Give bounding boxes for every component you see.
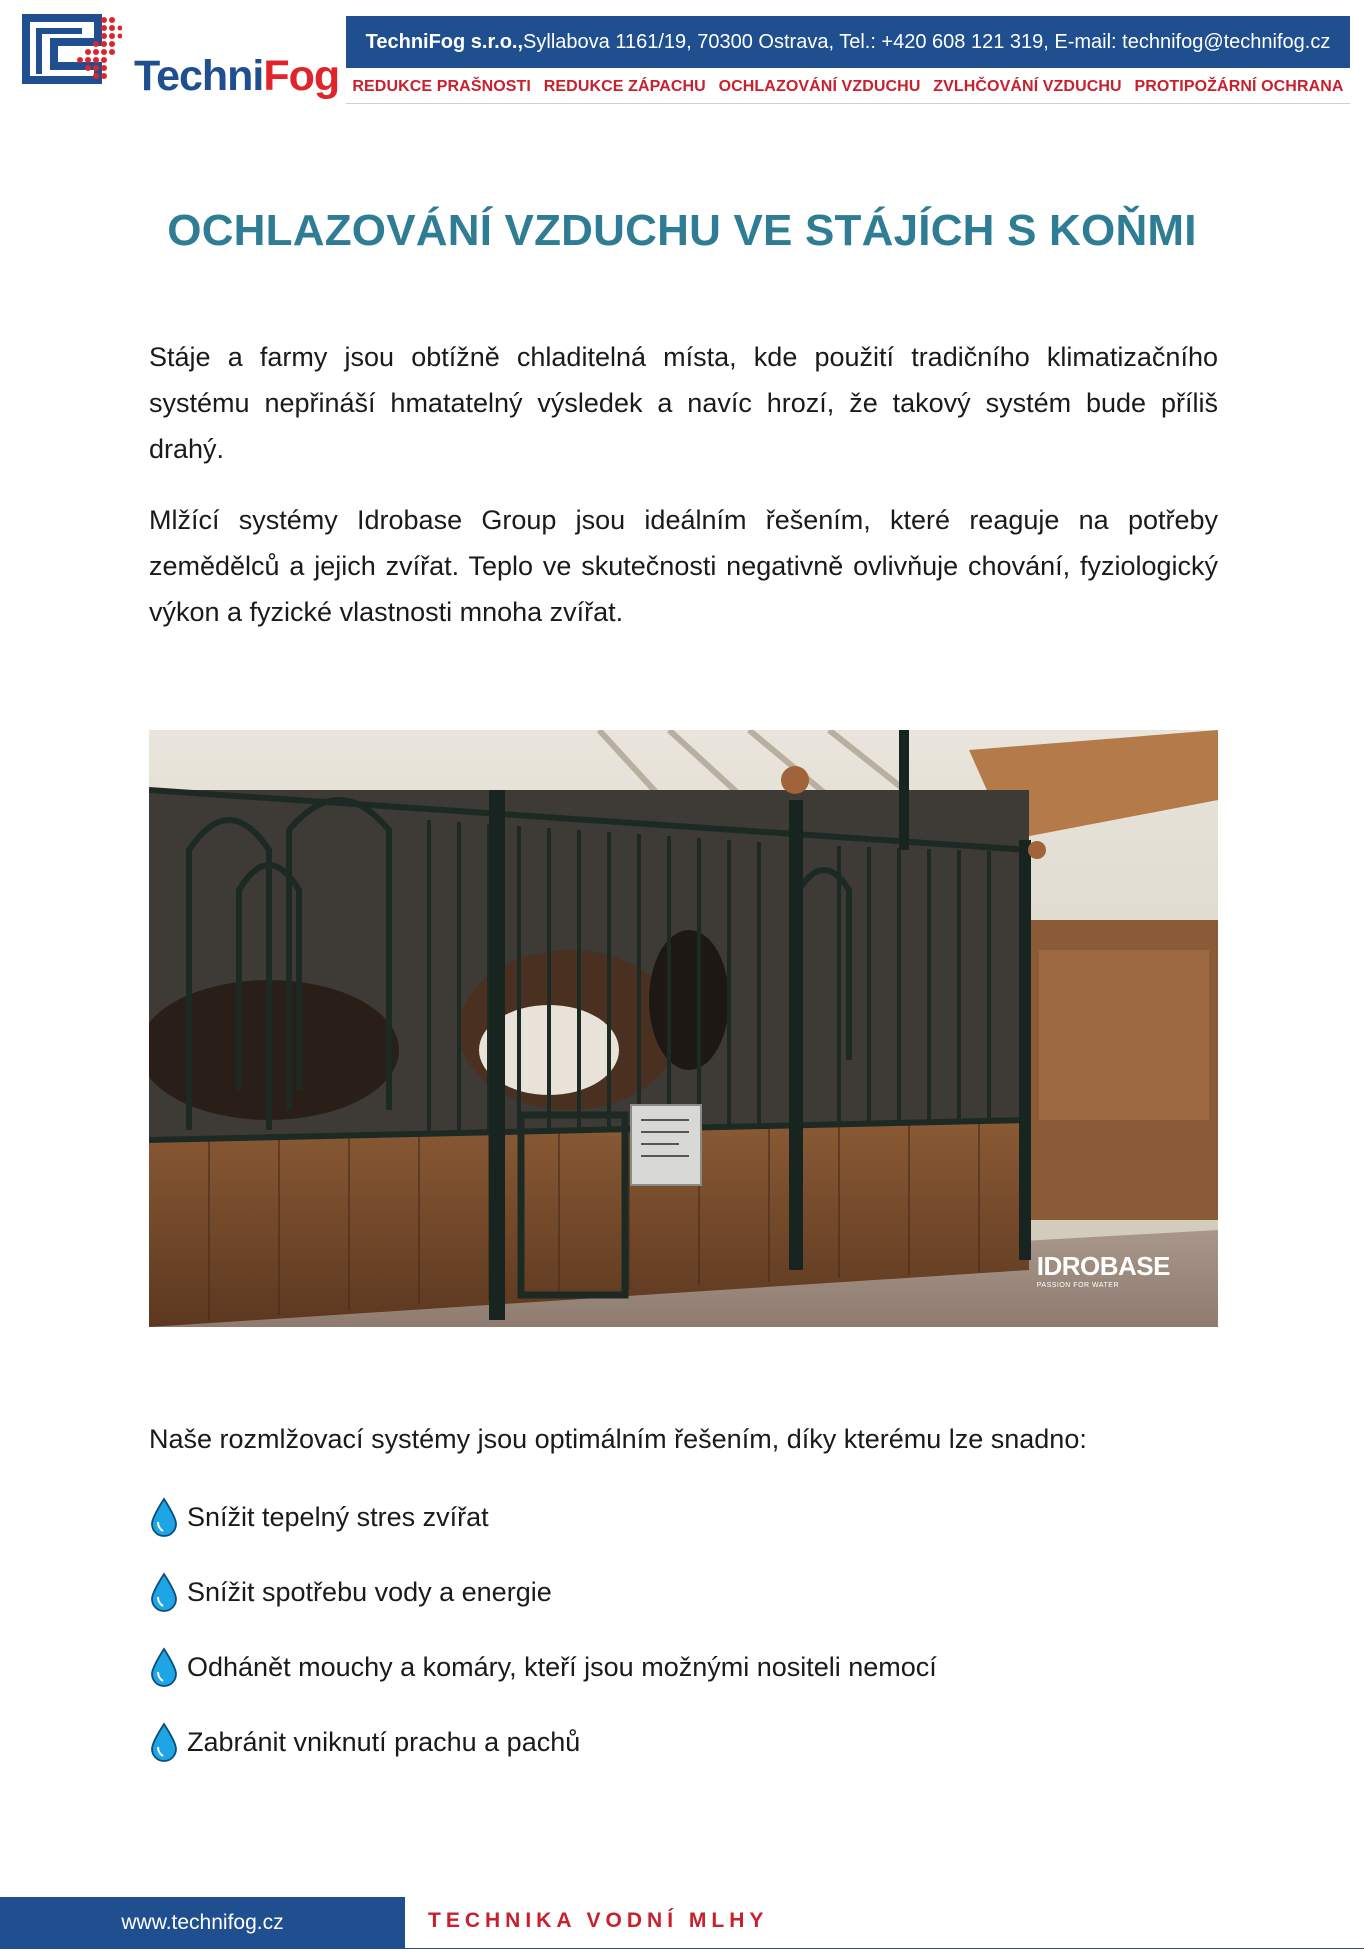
list-item: [149, 1497, 489, 1537]
list-item-text: Snížit tepelný stres zvířat: [187, 1501, 489, 1532]
category-nav: [346, 74, 1350, 100]
nav-divider: [346, 103, 1350, 104]
logo-mark-icon: [22, 14, 122, 94]
list-item-text: Zabránit vniknutí prachu a pachů: [187, 1726, 581, 1757]
stable-photo: [149, 730, 1218, 1327]
watermark-tagline: PASSION FOR WATER: [1036, 1282, 1120, 1289]
logo-text-techni: Techni: [134, 52, 264, 100]
contact-details[interactable]: Syllabova 1161/19, 70300 Ostrava, Tel.: +420 608 121 319, E-mail: technifog@technifog.cz: [523, 30, 1331, 53]
footer-divider: [405, 1948, 1364, 1949]
benefits-intro: Naše rozmlžovací systémy jsou optimálním řešením, díky kterému lze snadno:: [149, 1424, 1087, 1454]
water-drop-icon: [149, 1722, 179, 1762]
nav-item-fire-protection[interactable]: PROTIPOŽÁRNÍ OCHRANA: [1134, 78, 1344, 95]
nav-item-odor-reduction[interactable]: REDUKCE ZÁPACHU: [543, 78, 706, 95]
water-drop-icon: [149, 1647, 179, 1687]
company-name: TechniFog s.r.o.,: [365, 30, 524, 53]
water-drop-icon: [149, 1497, 179, 1537]
list-item-text: Odhánět mouchy a komáry, kteří jsou možnými nositeli nemocí: [187, 1651, 937, 1682]
footer-tagline: TECHNIKA VODNÍ MLHY: [428, 1909, 769, 1932]
logo-wordmark: [134, 52, 339, 101]
nav-item-dust-reduction[interactable]: REDUKCE PRAŠNOSTI: [352, 78, 531, 95]
water-drop-icon: [149, 1572, 179, 1612]
nav-item-humidification[interactable]: ZVLHČOVÁNÍ VZDUCHU: [933, 78, 1122, 95]
footer-website-link[interactable]: www.technifog.cz: [121, 1911, 284, 1934]
photo-watermark: [1037, 1251, 1170, 1289]
page-title: OCHLAZOVÁNÍ VZDUCHU VE STÁJÍCH S KOŇMI: [167, 206, 1197, 255]
paragraph-2: Mlžící systémy Idrobase Group jsou ideálním řešením, které reaguje na potřeby zemědělců a jejich zvířat. Teplo ve skutečnosti negativně ovlivňuje chování, fyziologický výkon a fyzické vlastnosti mnoha zvířat.: [149, 505, 1218, 627]
technifog-logo: [22, 14, 340, 104]
list-item: [149, 1647, 937, 1687]
logo-text-fog: Fog: [263, 52, 340, 100]
paragraph-1: Stáje a farmy jsou obtížně chladitelná místa, kde použití tradičního klimatizačního systému nepřináší hmatatelný výsledek a navíc hrozí, že takový systém bude příliš drahý.: [149, 342, 1218, 464]
list-item: [149, 1722, 580, 1762]
contact-bar: [346, 16, 1350, 68]
list-item: [149, 1572, 552, 1612]
nav-item-air-cooling[interactable]: OCHLAZOVÁNÍ VZDUCHU: [718, 78, 921, 95]
list-item-text: Snížit spotřebu vody a energie: [187, 1576, 552, 1607]
watermark-brand: IDROBASE: [1036, 1251, 1170, 1281]
footer-website-bar: [0, 1897, 405, 1949]
